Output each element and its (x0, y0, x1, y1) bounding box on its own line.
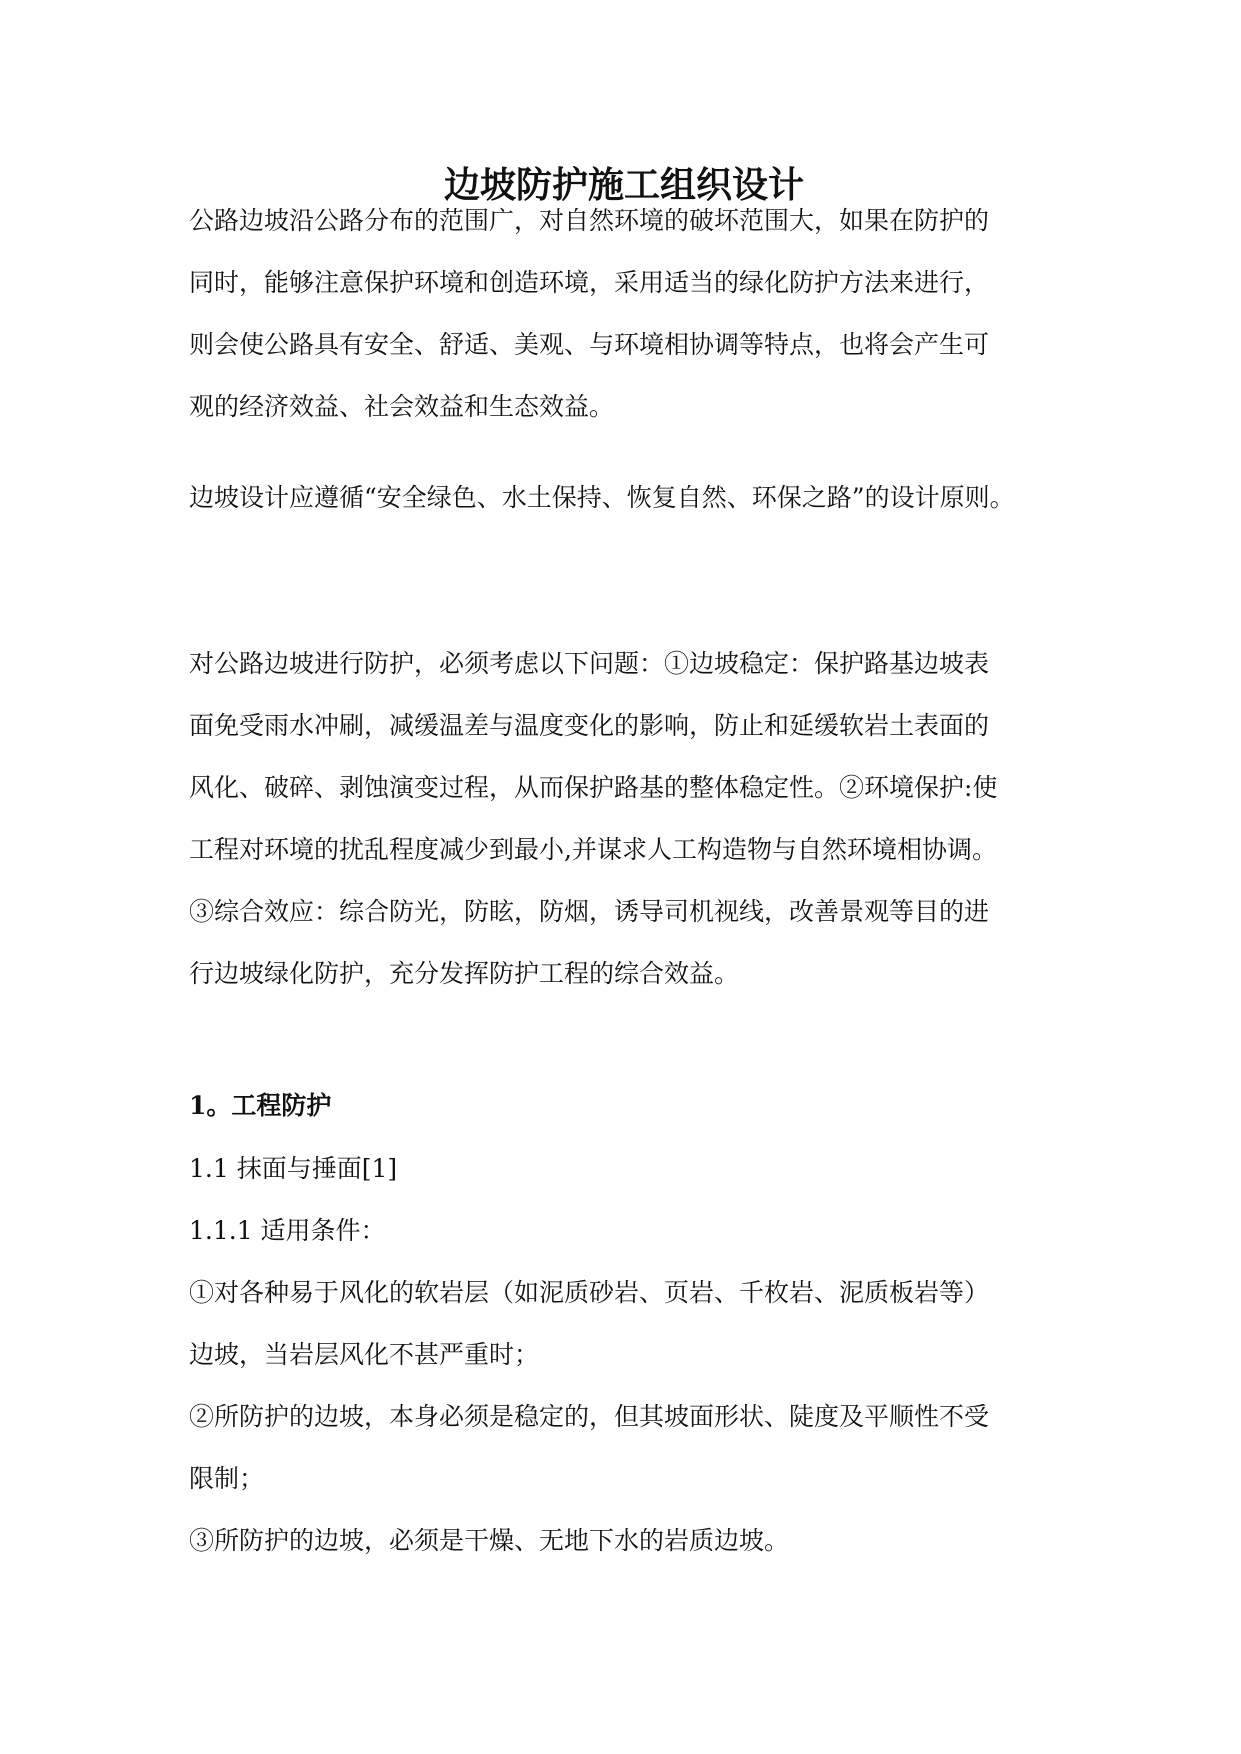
document-title: 边坡防护施工组织设计 (443, 164, 804, 206)
intro-paragraph-line: 公路边坡沿公路分布的范围广，对自然环境的破坏范围大，如果在防护的 (189, 206, 990, 235)
subsection-heading-1-1 (189, 1138, 1059, 1200)
section-heading-1: 1。工程防护 (189, 1091, 332, 1120)
condition-line: 边坡，当岩层风化不甚严重时； (189, 1340, 540, 1369)
condition-line: ②所防护的边坡，本身必须是稳定的，但其坡面形状、陡度及平顺性不受 (189, 1402, 990, 1431)
design-principle-paragraph (189, 467, 1059, 529)
design-principle-line: 边坡设计应遵循“安全绿色、水土保持、恢复自然、环保之路”的设计原则。 (189, 483, 1015, 512)
applicable-conditions-list (189, 1262, 1059, 1572)
intro-paragraph-line: 同时，能够注意保护环境和创造环境，采用适当的绿化防护方法来进行， (189, 268, 990, 297)
protection-issues-line: 对公路边坡进行防护，必须考虑以下问题：①边坡稳定：保护路基边坡表 (189, 649, 990, 678)
protection-issues-line: 面免受雨水冲刷，减缓温差与温度变化的影响，防止和延缓软岩土表面的 (189, 711, 990, 740)
subsection-heading-1-1-text: 1.1 抹面与捶面[1] (189, 1154, 398, 1183)
condition-line: ③所防护的边坡，必须是干燥、无地下水的岩质边坡。 (189, 1526, 790, 1555)
protection-issues-line: 风化、破碎、剥蚀演变过程，从而保护路基的整体稳定性。②环境保护:使 (189, 773, 998, 802)
intro-paragraph-line: 观的经济效益、社会效益和生态效益。 (189, 392, 615, 421)
subsection-heading-1-1-1-text: 1.1.1 适用条件： (189, 1216, 386, 1245)
protection-issues-line: 行边坡绿化防护，充分发挥防护工程的综合效益。 (189, 959, 740, 988)
intro-paragraph-line: 则会使公路具有安全、舒适、美观、与环境相协调等特点，也将会产生可 (189, 330, 990, 359)
protection-issues-line: ③综合效应：综合防光，防眩，防烟，诱导司机视线，改善景观等目的进 (189, 897, 990, 926)
protection-issues-line: 工程对环境的扰乱程度减少到最小,并谋求人工构造物与自然环境相协调。 (189, 835, 997, 864)
condition-line: 限制； (189, 1464, 265, 1493)
intro-paragraph (189, 190, 1059, 438)
protection-issues-paragraph (189, 633, 1059, 1005)
subsection-heading-1-1-1 (189, 1200, 1059, 1262)
condition-line: ①对各种易于风化的软岩层（如泥质砂岩、页岩、千枚岩、泥质板岩等） (189, 1278, 990, 1307)
